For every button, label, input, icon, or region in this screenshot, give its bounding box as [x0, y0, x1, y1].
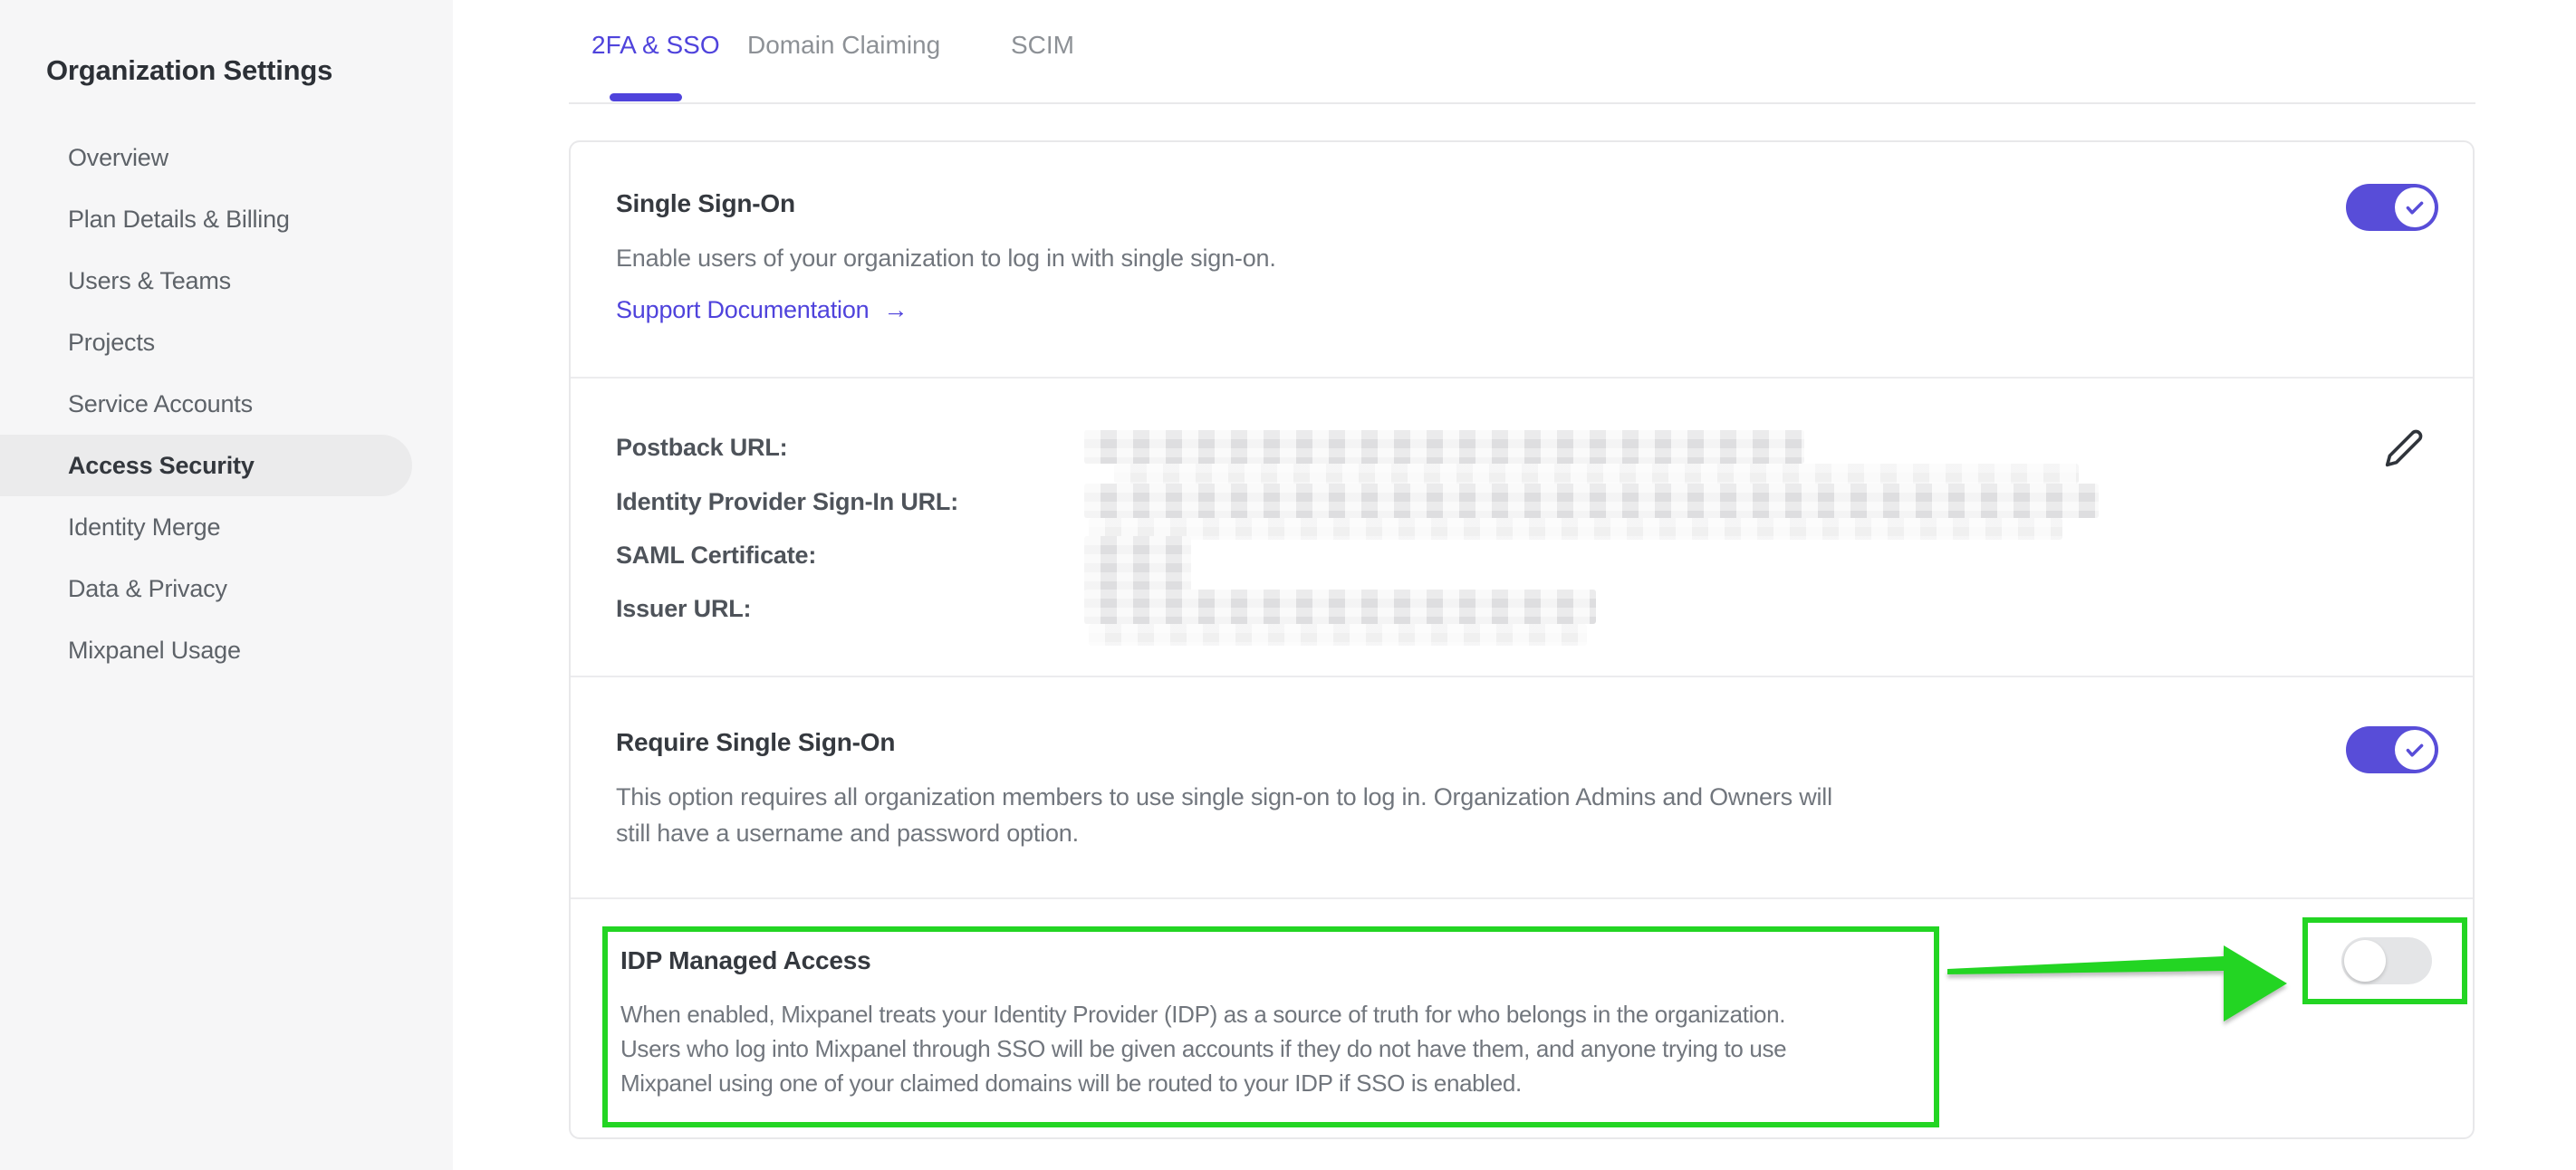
redacted-idp-signin-url-value — [1084, 484, 2099, 518]
idp-signin-url-label: Identity Provider Sign-In URL: — [616, 488, 959, 515]
toggle-knob — [2344, 940, 2386, 982]
issuer-url-label: Issuer URL: — [616, 595, 752, 622]
toggle-knob — [2395, 187, 2435, 227]
redacted-postback-url-value — [1084, 430, 1804, 464]
idp-section-title: IDP Managed Access — [620, 946, 871, 974]
idp-description-line2: Users who log into Mixpanel through SSO will be given accounts if they do not have them, and anyone trying to use — [620, 1035, 1787, 1062]
saml-certificate-label: SAML Certificate: — [616, 542, 817, 569]
active-tab-indicator — [610, 93, 682, 101]
toggle-knob — [2395, 730, 2435, 770]
section-divider — [571, 377, 2473, 379]
tab-2fa-sso[interactable]: 2FA & SSO — [591, 31, 720, 59]
sidebar-item-data-privacy[interactable]: Data & Privacy — [68, 574, 227, 602]
single-sign-on-toggle[interactable] — [2346, 184, 2438, 231]
edit-saml-settings-button[interactable] — [2382, 427, 2426, 471]
redacted-issuer-url-value — [1084, 590, 1596, 624]
idp-description-line3: Mixpanel using one of your claimed domains will be routed to your IDP if SSO is enabled. — [620, 1069, 1522, 1097]
support-documentation-link[interactable] — [616, 296, 908, 324]
annotation-toggle-box — [2302, 917, 2467, 1004]
sidebar-item-users-teams[interactable]: Users & Teams — [68, 266, 231, 294]
redacted-value — [1089, 518, 2062, 540]
redacted-saml-certificate-value — [1084, 536, 1191, 592]
postback-url-label: Postback URL: — [616, 434, 788, 461]
sidebar-item-projects[interactable]: Projects — [68, 328, 155, 356]
page-title: Organization Settings — [46, 54, 333, 86]
idp-managed-access-toggle[interactable] — [2341, 937, 2432, 984]
tabbar-divider — [569, 102, 2475, 104]
require-sso-toggle[interactable] — [2346, 726, 2438, 773]
section-divider — [571, 676, 2473, 677]
require-sso-section-title: Require Single Sign-On — [616, 728, 896, 756]
pencil-icon — [2384, 428, 2424, 468]
sidebar-item-overview[interactable]: Overview — [68, 143, 168, 171]
tab-domain-claiming[interactable]: Domain Claiming — [747, 31, 941, 59]
sso-section-description: Enable users of your organization to log in with single sign-on. — [616, 245, 1276, 272]
sidebar — [0, 0, 453, 1170]
sidebar-item-access-security[interactable]: Access Security — [0, 435, 412, 496]
sidebar-item-mixpanel-usage[interactable]: Mixpanel Usage — [68, 636, 241, 664]
annotation-highlight-box — [602, 926, 1939, 1127]
sidebar-item-service-accounts[interactable]: Service Accounts — [68, 389, 253, 417]
checkmark-icon — [2402, 195, 2427, 220]
redacted-value — [1089, 624, 1587, 646]
idp-description-line1: When enabled, Mixpanel treats your Identity Provider (IDP) as a source of truth for who belongs in the organization. — [620, 1001, 1786, 1028]
support-documentation-label: Support Documentation — [616, 296, 870, 323]
sidebar-item-plan-details-billing[interactable]: Plan Details & Billing — [68, 205, 290, 233]
require-sso-description-line1: This option requires all organization members to use single sign-on to log in. Organization Admins and Owners will — [616, 783, 1832, 810]
tab-scim[interactable]: SCIM — [1011, 31, 1074, 59]
section-divider — [571, 897, 2473, 899]
checkmark-icon — [2402, 737, 2427, 762]
arrow-right-icon: → — [883, 296, 908, 323]
sso-section-title: Single Sign-On — [616, 189, 795, 217]
require-sso-description-line2: still have a username and password option. — [616, 820, 1079, 847]
annotation-arrow-icon — [1947, 942, 2292, 1023]
redacted-value — [1114, 464, 2079, 484]
sidebar-nav — [0, 127, 453, 681]
sidebar-item-identity-merge[interactable]: Identity Merge — [68, 513, 221, 541]
